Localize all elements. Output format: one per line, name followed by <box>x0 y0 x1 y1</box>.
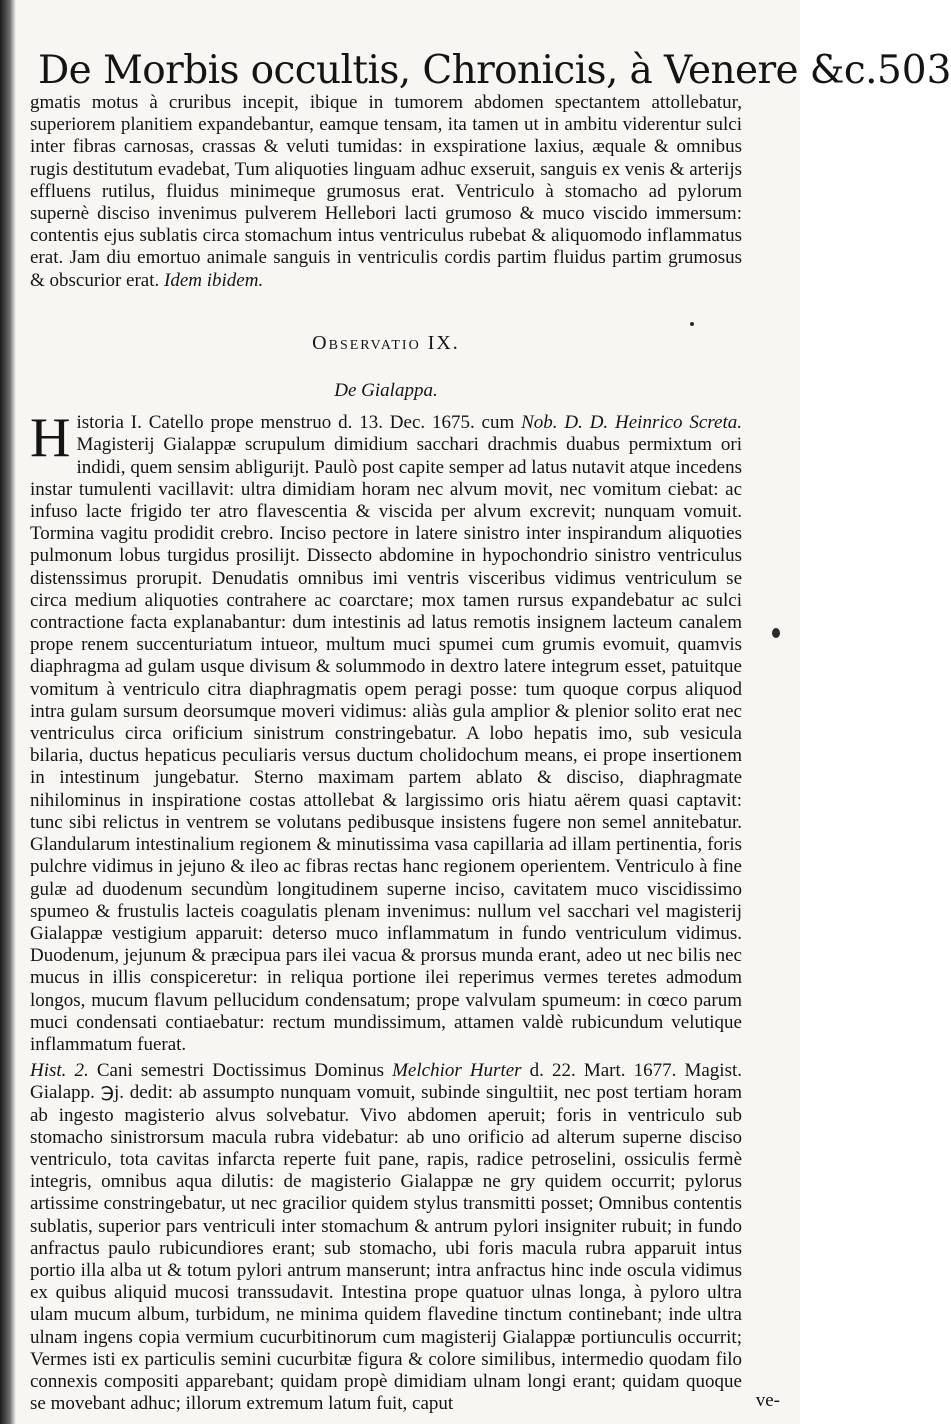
observation-heading: Observatio IX. <box>312 331 460 354</box>
catchword: ve- <box>755 1390 780 1411</box>
history-1-person: Nob. D. D. Heinrico Screta. <box>521 412 742 434</box>
observation-subheading: De Gialappa. <box>334 380 438 402</box>
book-gutter-shadow <box>0 0 16 1424</box>
drop-cap: H <box>30 407 71 470</box>
page-header <box>38 48 951 93</box>
page-number: 503 <box>876 48 951 93</box>
ink-blot <box>772 628 780 638</box>
history-1-text-b: Magisterij Gialappæ scrupulum dimidium sacchari drachmis duabus permixtum ori indidi, quem sensim abligurijt. Paulò post capite semper ad latus nutavit atque incedens instar tumulenti vacillavit: ultra dimidiam horam nec alvum movit, nec vomitum ciebat: ac infuso lacte frigido ter atro flavescentia & viscida per alvum excrevit; nunquam vomuit. Tormina vagitu prodidit crebro. Inciso pectore in latere sinistro inter inspirandum aliquoties pulmonum lobus turgidus prosilijt. Dissecto abdomine in hypochondrio sinistro ventriculus distenssimus prorupit. Denudatis omnibus imi ventris visceribus vidimus ventriculum se circa medium aliquoties contrahere ac coarctare; mox tamen rursus expandebatur ac sulci contractione facta explanabantur: dum intestinis ad latus remotis insignem lacteum canalem prope renem succenturiatum intueor, multum muci spumei cum grumis evomuit, quamvis diaphragma ad gulam usque divisum & solummodo in dextro latere integrum esset, patuitque vomitum à ventriculo citra diaphragmatis opem peragi posse: tum quoque corpus aliquod intra gulam sursum deorsumque moveri vidimus: aliàs gula amplior & plenior solito erat nec ventriculus circa orificium sinistrum constringebatur. A lobo hepatis imo, sub vesicula bilaria, ductus hepaticus peculiaris versus ductum cholidochum means, ei prope insertionem in intestinum jungebatur. Sterno maximam partem ablato & disciso, diaphragmate nihilominus in inspiratione costas attollebat & largissimo oris hiatu aërem quasi captavit: tunc sibi relictus in ventrem se volutans pedibusque insistens fugere non semel annitebatur. Glandularum intestinalium regionem & minutissima vasa capillaria ad illam pertinentia, foris pulchre vidimus in jejuno & ileo ac fibras rectas hanc regionem operientem. Ventriculo à fine gulæ ad duodenum secundùm longitudinem superne inciso, cavitatem muco viscidissimo spumeo & frustulis lacteis coagulatis plenam invenimus: nullum vel sacchari vel magisterij Gialappæ vestigium apparuit: deterso muco inflammatum in fundo ventriculum vidimus. Duodenum, jejunum & præcipua pars ilei vacua & prorsus munda erant, adeo ut nec bilis nec mucus in illis conspiceretur: in reliqua portione ilei reperimus vermes teretes admodum longos, mucum flavum pellucidum condensatum; prope valvulam spumeum: in cœco parum muci condensati contiaebatur: rectum mundissimum, attamen valdè rubicundum velutique inflammatum fuerat. <box>30 434 742 1055</box>
continued-text <box>30 92 742 292</box>
continued-paragraph <box>30 92 742 292</box>
history-1-paragraph <box>30 407 742 1056</box>
history-2-person: Melchior Hurter <box>392 1060 522 1082</box>
history-2-label: Hist. 2. <box>30 1060 89 1082</box>
history-2-text-b: d. 22. Mart. 1677. Magist. Gialapp. ℈j. dedit: ab assumpto nunquam vomuit, subinde singultiit, nec post tertiam horam ab ingesto magisterio alvus solvebatur. Vivo abdomen aperuit; foris in ventriculo sub stomacho sinistrorsum macula rubra videbatur: ab uno orificio ad alterum superne disciso ventriculo, tota cavitas infarcta reperte fuit pane, rapis, radice petroselini, ossiculis fermè integris, omnibus aqua dilutis: de magisterio Gialappæ ne gry quidem occurrit; pylorus artissime constringebatur, ut nec gracilior quidem stylus transmitti posset; Omnibus contentis sublatis, superior pars ventriculi inter stomachum & antrum pylori insigniter rubuit; in fundo anfractus paulo rubicundiores erant; sub stomacho, ubi foris macula rubra apparuit intus portio illa alba ut & totum pylori antrum manserunt; intra anfractus hinc inde oscula vidimus ex quibus aliquid mucosi transsudavit. Intestina prope quatuor ulnas longa, à pyloro ultra ulam mucum album, turbidum, ne minima quidem flavedine tinctum continebant; inde ultra ulnam ingens copia vermium cucurbitinorum cum magisterij Gialappæ portiunculis occurrit; Vermes isti ex particulis semini cucurbitæ figura & colore similibus, intermedio quodam filo connexis compositi apparebant; quidam propè dimidiam ulnam longi erant; quidam quoque se movebant adhuc; illorum extremum latum fuit, caput <box>30 1060 742 1415</box>
history-2-text-a: Cani semestri Doctissimus Dominus <box>88 1060 393 1082</box>
history-1-label: istoria I. <box>76 412 142 434</box>
history-1-text-a: Catello prope menstruo d. 13. Dec. 1675. cum <box>141 412 522 434</box>
history-2-paragraph <box>30 1060 742 1415</box>
signature: Idem ibidem. <box>164 269 264 291</box>
running-title: De Morbis occultis, Chronicis, à Venere &c. <box>38 48 877 93</box>
page-body <box>30 92 742 1415</box>
continued-body: gmatis motus à cruribus incepit, ibique in tumorem abdomen spectantem attollebatur, superiorem planitiem expandebantur, eamque tensam, ita tamen ut in ambitu viderentur sulci inter fibras carnosas, crassas & veluti tumidas: in exspiratione laxius, æquale & omnibus rugis destitutum evadebat, Tum aliquoties linguam adhuc exseruit, sanguis ex venis & arterijs effluens rutilus, fluidus minimeque grumosus erat. Ventriculo à stomacho ad pylorum supernè disciso invenimus pulverem Hellebori lacti grumoso & muco viscido immersum: contentis ejus sublatis circa stomachum intus ventriculus rubebat & aliquomodo inflammatus erat. Jam diu emortuo animale sanguis in ventriculis cordis partim fluidus partim grumosus & obscurior erat. <box>30 92 742 291</box>
ink-speck <box>690 322 694 326</box>
